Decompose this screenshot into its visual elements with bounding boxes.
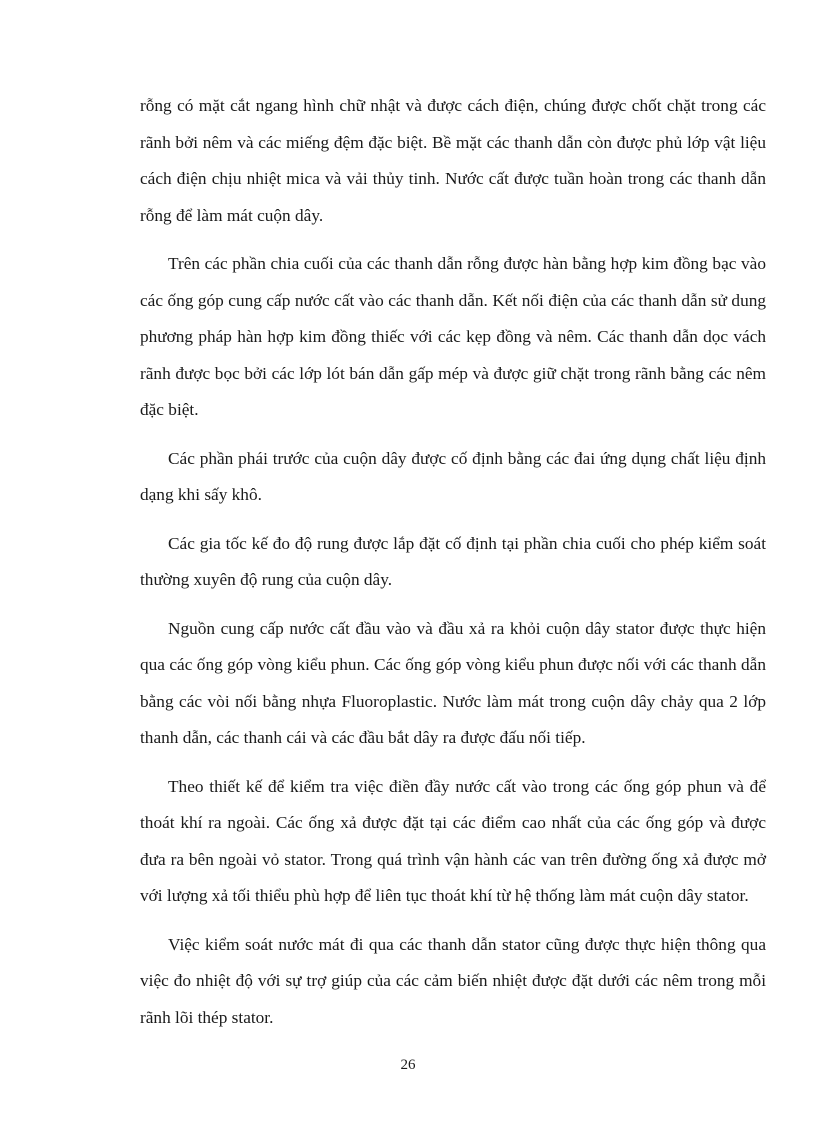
paragraph: Nguồn cung cấp nước cất đầu vào và đầu xả ra khỏi cuộn dây stator được thực hiện qua các ống góp vòng kiểu phun. Các ống góp vòng kiểu phun được nối với các thanh dẫn bằng các vòi nối bằng nhựa Fluoroplastic. Nước làm mát trong cuộn dây chảy qua 2 lớp thanh dẫn, các thanh cái và các đầu bắt dây ra được đấu nối tiếp. (140, 618, 766, 747)
page-body (140, 88, 766, 1048)
paragraph: Theo thiết kế để kiểm tra việc điền đầy nước cất vào trong các ống góp phun và để thoát khí ra ngoài. Các ống xả được đặt tại các điểm cao nhất của các ống góp và được đưa ra bên ngoài vỏ stator. Trong quá trình vận hành các van trên đường ống xả được mở với lượng xả tối thiểu phù hợp để liên tục thoát khí từ hệ thống làm mát cuộn dây stator. (140, 776, 766, 905)
paragraph: Việc kiểm soát nước mát đi qua các thanh dẫn stator cũng được thực hiện thông qua việc đo nhiệt độ với sự trợ giúp của các cảm biến nhiệt được đặt dưới các nêm trong mỗi rãnh lõi thép stator. (140, 934, 766, 1027)
paragraph: Các gia tốc kế đo độ rung được lắp đặt cố định tại phần chia cuối cho phép kiểm soát thường xuyên độ rung của cuộn dây. (140, 533, 766, 589)
paragraph: Các phần phái trước của cuộn dây được cố định bằng các đai ứng dụng chất liệu định dạng khi sấy khô. (140, 448, 766, 504)
page-number: 26 (400, 1057, 416, 1073)
paragraph-continued: rỗng có mặt cắt ngang hình chữ nhật và được cách điện, chúng được chốt chặt trong các rãnh bởi nêm và các miếng đệm đặc biệt. Bề mặt các thanh dẫn còn được phủ lớp vật liệu cách điện chịu nhiệt mica và vải thủy tinh. Nước cất được tuần hoàn trong các thanh dẫn rỗng để làm mát cuộn dây. (140, 96, 766, 225)
paragraph: Trên các phần chia cuối của các thanh dẫn rỗng được hàn bằng hợp kim đồng bạc vào các ống góp cung cấp nước cất vào các thanh dẫn. Kết nối điện của các thanh dẫn sử dung phương pháp hàn hợp kim đồng thiếc với các kẹp đồng và nêm. Các thanh dẫn dọc vách rãnh được bọc bởi các lớp lót bán dẫn gấp mép và được giữ chặt trong rãnh bằng các nêm đặc biệt. (140, 254, 766, 419)
